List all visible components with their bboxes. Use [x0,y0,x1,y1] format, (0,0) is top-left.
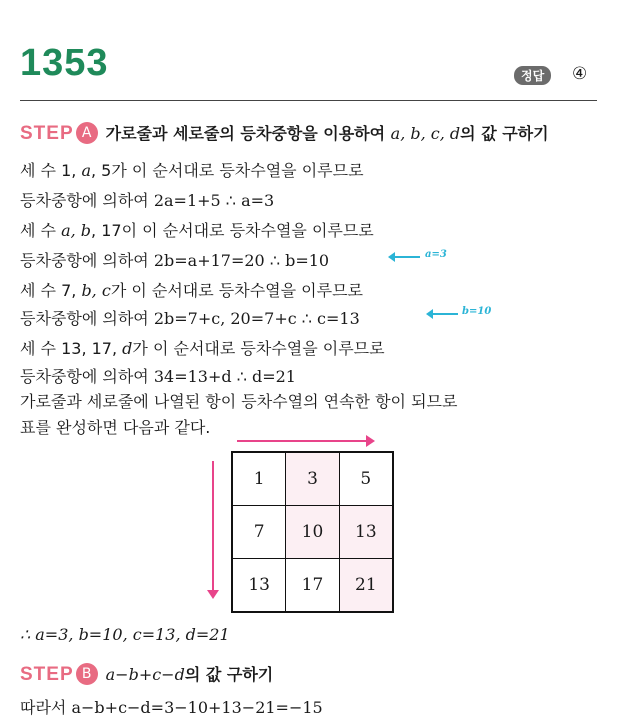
step-a-line-1: 세 수 1, a, 5가 이 순서대로 등차수열을 이루므로 [20,161,364,180]
step-b-heading [20,662,273,686]
table-cell: 17 [286,559,339,613]
row-direction-arrow-icon [237,440,367,442]
answer-value: ④ [572,64,588,84]
conclusion: ∴ a=3, b=10, c=13, d=21 [20,625,230,644]
step-a-title: 가로줄과 세로줄의 등차중항을 이용하여 a, b, c, d의 값 구하기 [105,124,549,143]
step-b-title: a−b+c−d의 값 구하기 [105,665,274,684]
step-a-line-3: 세 수 a, b, 17이 이 순서대로 등차수열을 이루므로 [20,221,374,240]
table-row [232,506,393,559]
step-b-line: 따라서 a−b+c−d=3−10+13−21=−15 [20,698,323,717]
step-a-line-2: 등차중항에 의하여 2a=1+5 ∴ a=3 [20,191,275,210]
table-cell: 3 [286,452,339,506]
step-a-heading [20,121,549,145]
step-a-line-6: 등차중항에 의하여 2b=7+c, 20=7+c ∴ c=13 [20,309,360,328]
step-a-line-7: 세 수 13, 17, d가 이 순서대로 등차수열을 이루므로 [20,339,385,358]
hint-arrow-icon [394,256,420,258]
hint-arrow-icon [432,313,458,315]
table-cell: 5 [339,452,393,506]
hint-note-b: b=10 [462,306,492,317]
header-divider [20,100,597,101]
step-a-line-10: 표를 완성하면 다음과 같다. [20,418,211,437]
hint-note-a: a=3 [425,249,447,260]
step-b-letter-icon: B [76,663,98,685]
column-direction-arrow-icon [212,461,214,591]
table-cell: 10 [286,506,339,559]
step-a-line-5: 세 수 7, b, c가 이 순서대로 등차수열을 이루므로 [20,281,363,300]
table-cell: 7 [232,506,286,559]
table-cell: 13 [232,559,286,613]
table-cell: 13 [339,506,393,559]
step-a-label: STEP [20,123,74,144]
table-row [232,452,393,506]
step-a-line-4: 등차중항에 의하여 2b=a+17=20 ∴ b=10 [20,251,330,270]
problem-number: 1353 [20,42,109,84]
answer-badge: 정답 [514,66,551,85]
step-a-line-9: 가로줄과 세로줄에 나열된 항이 등차수열의 연속한 항이 되므로 [20,392,458,411]
table-cell: 1 [232,452,286,506]
table-cell: 21 [339,559,393,613]
number-table [231,451,394,613]
table-row [232,559,393,613]
step-a-letter-icon: A [76,122,98,144]
step-a-line-8: 등차중항에 의하여 34=13+d ∴ d=21 [20,367,296,386]
step-b-label: STEP [20,664,74,685]
